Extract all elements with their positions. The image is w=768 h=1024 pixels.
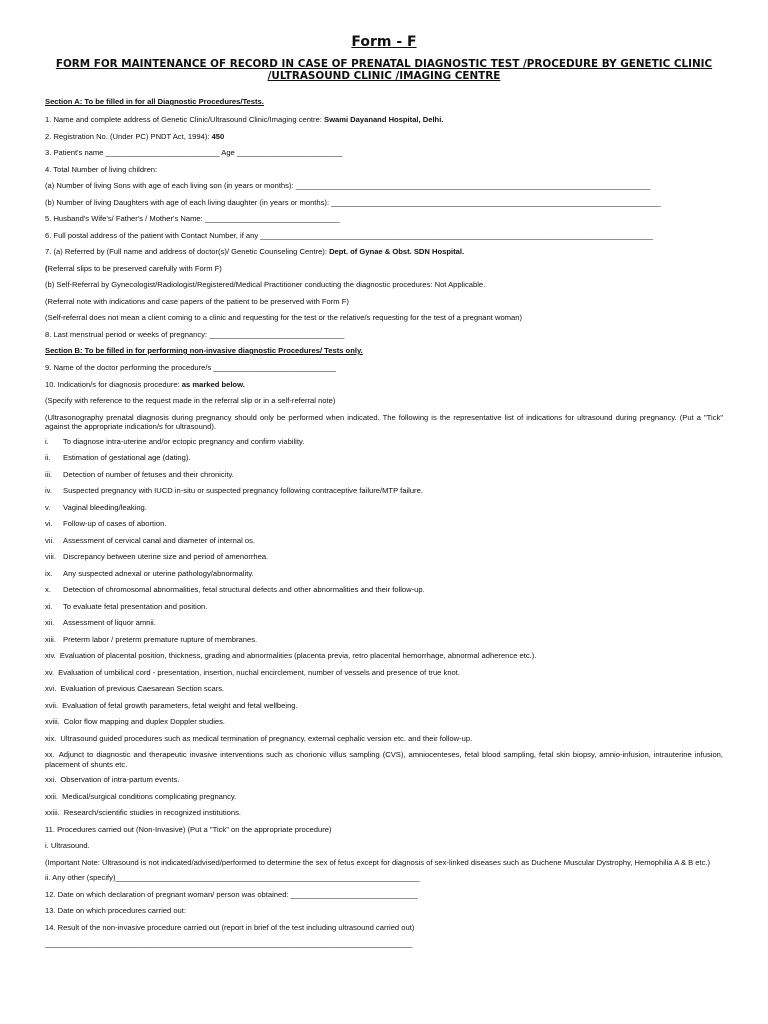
indication-text: Evaluation of umbilical cord - presentation, insertion, nuchal encirclement, number of vessels and presence of true knot. — [58, 667, 460, 677]
indication-item — [45, 734, 723, 744]
indication-text: To evaluate fetal presentation and position. — [63, 601, 208, 611]
q10-label: 10. Indication/s for diagnosis procedure: — [45, 379, 182, 389]
indication-text: Evaluation of fetal growth parameters, fetal weight and fetal wellbeing. — [62, 700, 298, 710]
indication-text: Research/scientific studies in recognized institutions. — [63, 808, 242, 818]
indication-text: Observation of intra-partum events. — [60, 775, 180, 785]
indication-text: Estimation of gestational age (dating). — [63, 453, 191, 463]
q10-indications — [45, 380, 723, 390]
q7a-value: Dept. of Gynae & Obst. SDN Hospital. — [329, 247, 465, 256]
indication-text: Assessment of liquor amnii. — [63, 618, 156, 628]
indication-number: vi. — [45, 519, 53, 529]
indication-text: Detection of chromosomal abnormalities, fetal structural defects and other abnormalities and their follow-up. — [63, 585, 425, 595]
indication-item — [45, 486, 723, 496]
q10-value: as marked below. — [181, 379, 245, 389]
indication-text: Evaluation of previous Caesarean Section scars. — [60, 684, 225, 694]
indication-text: Discrepancy between uterine size and period of amenorrhea. — [63, 552, 269, 562]
q1-clinic-address — [45, 115, 723, 125]
indication-item — [45, 717, 723, 727]
indication-number: v. — [45, 502, 51, 512]
indication-number: xiii. — [45, 634, 56, 644]
indication-text: Detection of number of fetuses and their chronicity. — [63, 469, 234, 479]
indication-number: xxi. — [45, 775, 57, 785]
indication-item — [45, 602, 723, 612]
form-heading: FORM FOR MAINTENANCE OF RECORD IN CASE OF PRENATAL DIAGNOSTIC TEST /PROCEDURE BY GENETIC CLINIC /ULTRASOUND CLINIC /IMAGING CENTRE — [55, 58, 713, 82]
indication-text: Medical/surgical conditions complicating pregnancy. — [62, 791, 237, 801]
indication-text: Assessment of cervical canal and diameter of internal os. — [63, 535, 256, 545]
indication-number: xii. — [45, 618, 55, 628]
form-body — [45, 97, 723, 949]
q4a-living-sons: (a) Number of living Sons with age of each living son (in years or months): ____________________________________________________________________________________ — [45, 181, 651, 190]
indication-text: Suspected pregnancy with IUCD in-situ or suspected pregnancy following contraceptive failure/MTP failure. — [63, 486, 423, 496]
q11-any-other: ii. Any other (specify)________________________________________________________________________ — [45, 873, 420, 883]
indication-item — [45, 750, 723, 768]
indication-number: xvi. — [45, 684, 57, 694]
q5-relative-name: 5. Husband's Wife's/ Father's / Mother's Name: ________________________________ — [45, 214, 340, 223]
indication-item — [45, 519, 723, 529]
q9-doctor-name: 9. Name of the doctor performing the procedure/s _____________________________ — [45, 363, 336, 372]
q13-procedure-date: 13. Date on which procedures carried out: — [45, 906, 186, 916]
indication-text: Evaluation of placental position, thickness, grading and abnormalities (placenta previa, retro placental hemorrhage, abnormal adherence etc.). — [59, 651, 537, 661]
q4b-living-daughters: (b) Number of living Daughters with age of each living daughter (in years or months): ______________________________________________________________________________ — [45, 197, 661, 207]
indication-item — [45, 552, 723, 562]
indication-list — [45, 437, 723, 818]
form-id-title: Form - F — [351, 34, 417, 50]
q11-important-note: (Important Note: Ultrasound is not indicated/advised/performed to determine the sex of fetus except for diagnosis of sex-linked diseases such as Duchene Muscular Dystrophy, Hemophilia A & B etc.) — [45, 857, 711, 867]
indication-item — [45, 437, 723, 447]
indication-item — [45, 651, 723, 661]
q11-ultrasound: i. Ultrasound. — [45, 841, 90, 851]
indication-item — [45, 536, 723, 546]
indication-number: xiv. — [45, 651, 56, 661]
q3-patient-name-age: 3. Patient's name ___________________________ Age _________________________ — [45, 148, 343, 157]
indication-number: ii. — [45, 453, 51, 463]
indication-item — [45, 701, 723, 711]
q7-referral-note — [45, 264, 723, 274]
q7-note-bracket: ( — [45, 263, 48, 273]
indication-number: xix. — [45, 733, 57, 743]
indication-text: Follow-up of cases of abortion. — [63, 519, 167, 529]
q7b-self-referral: (b) Self-Referral by Gynecologist/Radiologist/Registered/Medical Practitioner conducting the diagnostic procedures: Not Applicable. — [45, 280, 486, 289]
q7-note-text: Referral slips to be preserved carefully with Form F) — [47, 263, 222, 273]
indication-number: xvii. — [45, 700, 59, 710]
indication-number: iv. — [45, 486, 53, 496]
indication-item — [45, 569, 723, 579]
q11-procedures: 11. Procedures carried out (Non-Invasive) (Put a "Tick" on the appropriate procedure) — [45, 824, 332, 834]
q10-ultrasonography-note: (Ultrasonography prenatal diagnosis during pregnancy should only be performed when indicated. The following is the representative list of indications for ultrasound during pregnancy. (Put a "Tick" against the appropriate indication/s for ultrasound). — [45, 412, 723, 431]
indication-text: Vaginal bleeding/leaking. — [63, 502, 147, 512]
indication-item — [45, 453, 723, 463]
q7-referral-note-2: (Referral note with indications and case papers of the patient to be preserved with Form F) — [45, 296, 349, 306]
indication-item — [45, 635, 723, 645]
q1-label: 1. Name and complete address of Genetic Clinic/Ultrasound Clinic/Imaging centre: — [45, 115, 324, 124]
indication-item — [45, 470, 723, 480]
indication-number: xxii. — [45, 791, 59, 801]
indication-number: xx. — [45, 750, 55, 760]
indication-text: Preterm labor / preterm premature rupture of membranes. — [63, 634, 258, 644]
indication-item — [45, 503, 723, 513]
indication-text: Adjunct to diagnostic and therapeutic invasive interventions such as chorionic villus sampling (CVS), amniocenteses, fetal blood sampling, fetal skin biopsy, amnio-infusion, intrauterine infusion, placement of shunts etc. — [45, 750, 723, 769]
indication-item — [45, 792, 723, 802]
q2-label: 2. Registration No. (Under PC) PNDT Act, 1994): — [45, 131, 212, 141]
q2-value: 450 — [211, 131, 225, 141]
section-b-title: Section B: To be filled in for performing non-invasive diagnostic Procedures/ Tests only. — [45, 346, 363, 355]
indication-number: vii. — [45, 535, 55, 545]
indication-number: xi. — [45, 601, 53, 611]
indication-number: xv. — [45, 667, 55, 677]
q4-living-children: 4. Total Number of living children: — [45, 164, 158, 174]
indication-number: iii. — [45, 469, 53, 479]
indication-item — [45, 775, 723, 785]
indication-number: ix. — [45, 568, 53, 578]
indication-text: Color flow mapping and duplex Doppler studies. — [63, 717, 226, 727]
indication-item — [45, 668, 723, 678]
q2-registration — [45, 132, 723, 142]
indication-item — [45, 585, 723, 595]
indication-text: Any suspected adnexal or uterine pathology/abnormality. — [63, 568, 254, 578]
indication-number: xxiii. — [45, 808, 60, 818]
indication-item — [45, 808, 723, 818]
indication-number: xviii. — [45, 717, 60, 727]
indication-number: i. — [45, 436, 49, 446]
section-a-title: Section A: To be filled in for all Diagnostic Procedures/Tests. — [45, 97, 264, 106]
q7a-label: 7. (a) Referred by (Full name and address of doctor(s)/ Genetic Counseling Centre): — [45, 247, 330, 256]
indication-number: viii. — [45, 552, 56, 562]
q14-result-line: _______________________________________________________________________________________ — [45, 939, 413, 949]
indication-number: x. — [45, 585, 51, 595]
q12-declaration-date: 12. Date on which declaration of pregnant woman/ person was obtained: ______________________________ — [45, 889, 418, 899]
indication-item — [45, 684, 723, 694]
indication-text: To diagnose intra-uterine and/or ectopic pregnancy and confirm viability. — [63, 436, 305, 446]
q14-result: 14. Result of the non-invasive procedure carried out (report in brief of the test including ultrasound carried out) — [45, 922, 415, 932]
q7-self-referral-note: (Self-referral does not mean a client coming to a clinic and requesting for the test or the relative/s requesting for the test of a pregnant woman) — [45, 313, 522, 322]
q8-last-menstrual-period: 8. Last menstrual period or weeks of pregnancy: ________________________________ — [45, 329, 345, 339]
q10-specify-note: (Specify with reference to the request made in the referral slip or in a self-referral note) — [45, 396, 336, 405]
indication-text: Ultrasound guided procedures such as medical termination of pregnancy, external cephalic version etc. and their follow-up. — [60, 733, 473, 743]
q7a-referred-by — [45, 247, 723, 257]
indication-item — [45, 618, 723, 628]
q1-value: Swami Dayanand Hospital, Delhi. — [324, 115, 444, 124]
q6-postal-address: 6. Full postal address of the patient with Contact Number, if any _____________________________________________________________________________________________ — [45, 230, 654, 240]
